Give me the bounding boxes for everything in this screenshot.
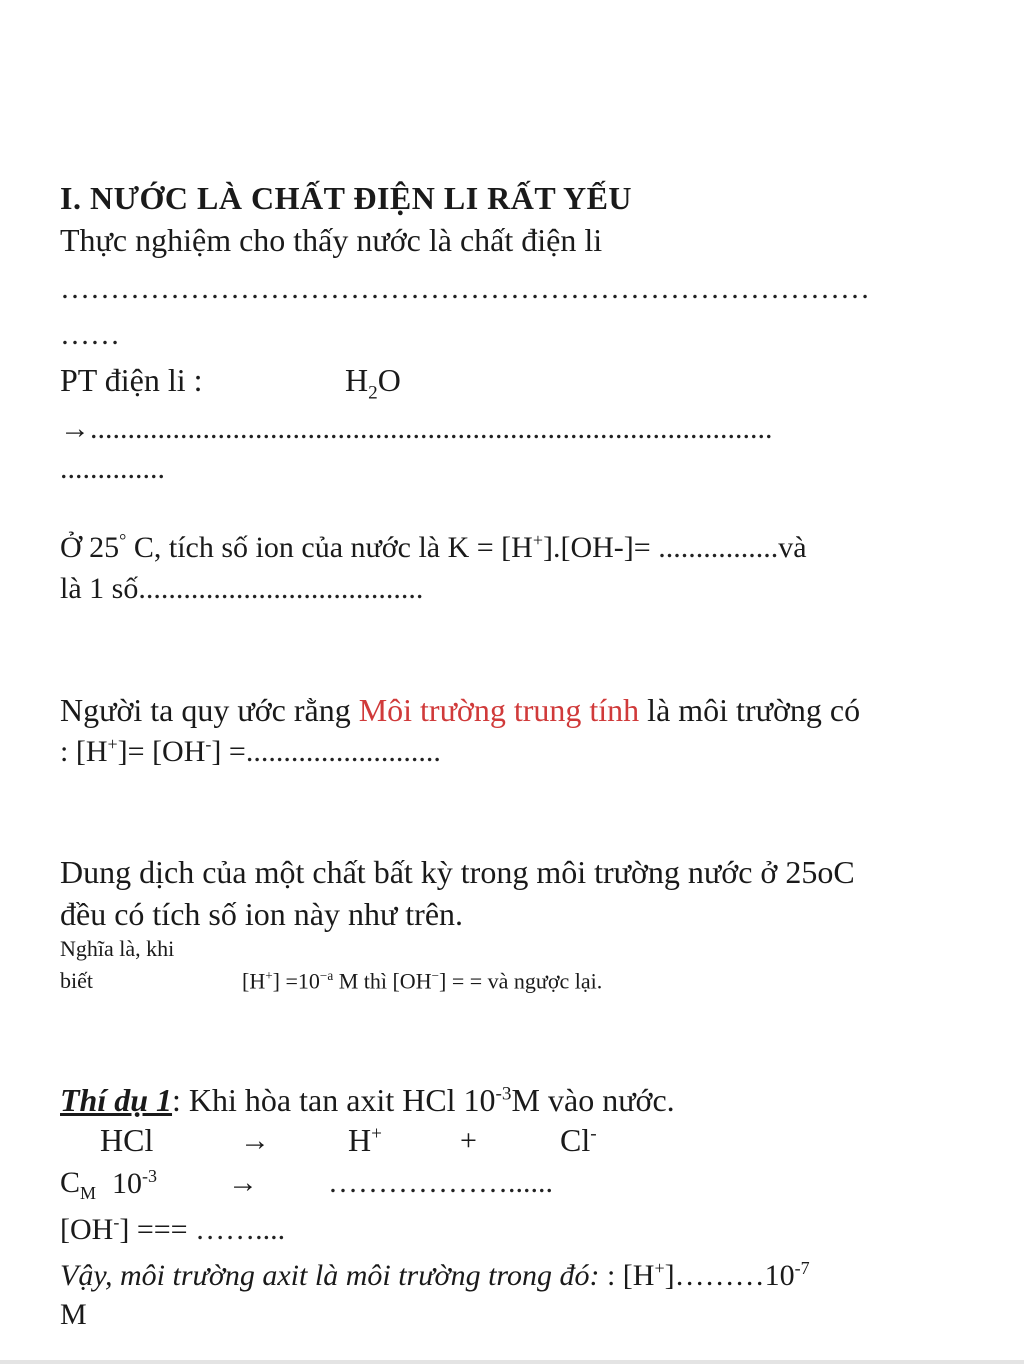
neutral-h-charge: + <box>107 734 118 754</box>
arrow-icon: → <box>60 412 90 445</box>
ion-product-dots-a: ................ <box>658 531 779 564</box>
formula-exponent: −a <box>319 968 334 983</box>
conclusion-h-charge: + <box>654 1258 665 1278</box>
intro-dots-line1: ……………………………………………………………………… <box>60 272 870 305</box>
cm-value-base: 10 <box>112 1167 142 1200</box>
cm-value <box>112 1166 157 1201</box>
conclusion-unit: M <box>60 1298 87 1331</box>
example-text-b: M vào nước. <box>511 1082 675 1118</box>
ion-product-dots-b: ...................................... <box>138 572 424 605</box>
solution-small2: biết <box>60 968 93 993</box>
concentration <box>60 1166 96 1204</box>
water-o: O <box>377 362 401 398</box>
neutral-oh-open: ]= [OH <box>117 735 206 768</box>
solution-formula <box>242 968 602 994</box>
ion-product-line1 <box>60 530 807 565</box>
intro-text: Thực nghiệm cho thấy nước là chất điện li <box>60 222 603 258</box>
h-ion-symbol: H <box>348 1122 372 1158</box>
ion-product-tail: và <box>778 531 807 564</box>
conclusion-h-open: : [H <box>606 1259 655 1292</box>
example-exponent: -3 <box>495 1083 512 1105</box>
plus-sign: + <box>460 1124 477 1157</box>
ion-product-end: ].[OH-]= <box>543 531 659 564</box>
cl-ion-symbol: Cl <box>560 1122 591 1158</box>
section-title: I. NƯỚC LÀ CHẤT ĐIỆN LI RẤT YẾU <box>60 180 633 216</box>
water-h: H <box>345 362 369 398</box>
oh-line <box>60 1212 285 1247</box>
example-text-a: : Khi hòa tan axit HCl 10 <box>172 1082 496 1118</box>
neutral-h-open: : [H <box>60 735 108 768</box>
page-bottom-edge <box>0 1360 1024 1364</box>
formula-end: ] = = và ngược lại. <box>439 968 603 994</box>
neutral-line1 <box>60 692 860 729</box>
conclusion-line <box>60 1258 810 1293</box>
formula-h-value: ] =10 <box>272 968 320 994</box>
conclusion-text: Vậy, môi trường axit là môi trường trong đó: <box>60 1259 607 1292</box>
h-charge: + <box>532 530 543 550</box>
oh-dots: …….... <box>195 1213 286 1246</box>
equation-dissociation-line <box>60 412 773 446</box>
ion-product-line2-text: là 1 số <box>60 572 139 605</box>
hcl: HCl <box>100 1122 154 1158</box>
formula-oh-charge: − <box>431 968 440 983</box>
equation-dots2: .............. <box>60 452 165 485</box>
formula-h-open: [H <box>242 968 266 994</box>
cm-value-exponent: -3 <box>142 1166 157 1186</box>
degree-symbol: ° <box>119 530 127 550</box>
cm-dots: ………………...... <box>328 1166 553 1199</box>
equation-label: PT điện li : <box>60 362 203 398</box>
reaction-arrow-icon: → <box>240 1124 270 1157</box>
oh-equals: ] === <box>119 1213 188 1246</box>
neutral-highlight: Môi trường trung tính <box>358 692 640 728</box>
formula-h-charge: + <box>265 968 273 983</box>
neutral-start: Người ta quy ước rằng <box>60 692 359 728</box>
neutral-line2 <box>60 734 441 769</box>
water-formula <box>345 362 401 404</box>
neutral-oh-charge: - <box>205 734 212 754</box>
example-line <box>60 1082 675 1119</box>
conclusion-exponent: -7 <box>794 1258 810 1278</box>
oh-charge: - <box>113 1212 120 1232</box>
cm-symbol: C <box>60 1166 81 1199</box>
intro-dots-line2: …… <box>60 318 120 351</box>
solution-line2: đều có tích số ion này như trên. <box>60 896 464 932</box>
water-subscript: 2 <box>368 382 378 404</box>
conclusion-value: ]………10 <box>664 1259 795 1292</box>
ion-product-line2 <box>60 572 423 606</box>
h-ion-charge: + <box>371 1123 382 1145</box>
neutral-equals: ] = <box>211 735 246 768</box>
solution-small1: Nghĩa là, khi <box>60 936 175 961</box>
equation-dots1: ........................................................................................... <box>90 412 773 445</box>
ion-product-mid: C, tích số ion của nước là K = [H <box>126 531 533 564</box>
h-ion <box>348 1122 382 1159</box>
neutral-dots: .......................... <box>245 735 441 768</box>
ion-product-temp: Ở 25 <box>60 531 120 564</box>
cl-ion <box>560 1122 597 1159</box>
example-label: Thí dụ 1 <box>60 1082 173 1118</box>
cm-arrow-icon: → <box>228 1166 258 1199</box>
cl-ion-charge: - <box>590 1123 597 1145</box>
cm-subscript: M <box>80 1183 97 1203</box>
formula-oh-open: M thì [OH <box>333 968 432 994</box>
oh-open: [OH <box>60 1213 114 1246</box>
neutral-end: là môi trường có <box>639 692 861 728</box>
solution-line1: Dung dịch của một chất bất kỳ trong môi trường nước ở 25oC <box>60 854 855 890</box>
